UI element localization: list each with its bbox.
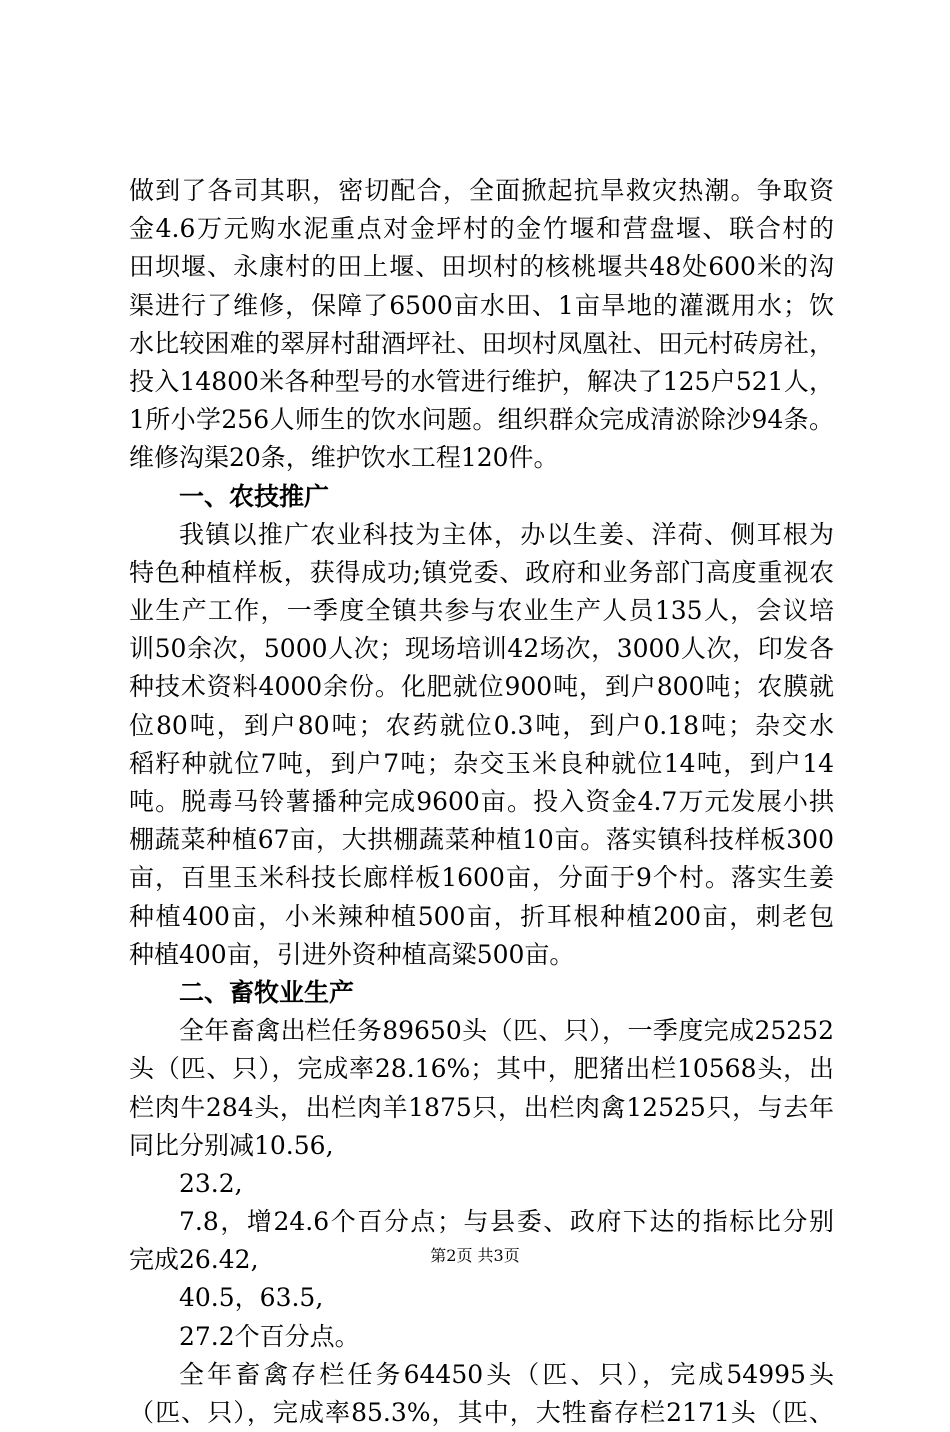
paragraph-line: 我镇以推广农业科技为主体，办以生姜、洋荷、侧耳根为 — [179, 519, 834, 549]
paragraph-line: 27.2个百分点。 — [179, 1321, 360, 1351]
page-footer: 第2页 共3页 — [430, 1246, 520, 1265]
paragraph-line: 种技术资料4000余份。化肥就位900吨，到户800吨；农膜就 — [129, 672, 834, 702]
paragraph-line: 训50余次，5000人次；现场培训42场次，3000人次，印发各 — [129, 634, 834, 664]
paragraph-line: 亩，百里玉米科技长廊样板1600亩，分面于9个村。落实生姜 — [129, 863, 834, 893]
paragraph-line: 金4.6万元购水泥重点对金坪村的金竹堰和营盘堰、联合村的 — [129, 214, 834, 244]
paragraph-line: 业生产工作，一季度全镇共参与农业生产人员135人，会议培 — [129, 596, 834, 626]
paragraph-line: 1所小学256人师生的饮水问题。组织群众完成清淤除沙94条。 — [129, 405, 834, 435]
paragraph-line: 稻籽种就位7吨，到户7吨；杂交玉米良种就位14吨，到户14 — [129, 748, 834, 778]
paragraph-line: 7.8，增24.6个百分点；与县委、政府下达的指标比分别 — [179, 1207, 834, 1237]
paragraph-line: 全年畜禽存栏任务64450头（匹、只），完成54995头 — [179, 1359, 834, 1389]
paragraph-line: （匹、只），完成率85.3%，其中，大牲畜存栏2171头（匹、 — [129, 1398, 834, 1427]
paragraph-line: 40.5，63.5, — [179, 1283, 324, 1313]
paragraph-line: 种植400亩，小米辣种植500亩，折耳根种植200亩，刺老包 — [129, 901, 834, 931]
paragraph-line: 投入14800米各种型号的水管进行维护，解决了125户521人， — [129, 366, 834, 396]
paragraph-line: 完成26.42, — [129, 1245, 259, 1275]
paragraph-line: 水比较困难的翠屏村甜酒坪社、田坝村凤凰社、田元村砖房社， — [129, 328, 834, 358]
paragraph-line: 头（匹、只），完成率28.16%；其中，肥猪出栏10568头，出 — [129, 1054, 834, 1084]
paragraph-line: 同比分别减10.56, — [129, 1130, 334, 1160]
paragraph-line: 做到了各司其职，密切配合，全面掀起抗旱救灾热潮。争取资 — [129, 176, 834, 205]
paragraph-line: 渠进行了维修，保障了6500亩水田、1亩旱地的灌溉用水；饮 — [129, 290, 834, 320]
section-heading: 二、畜牧业生产 — [179, 977, 355, 1007]
paragraph-line: 棚蔬菜种植67亩，大拱棚蔬菜种植10亩。落实镇科技样板300 — [129, 825, 834, 855]
section-heading: 一、农技推广 — [179, 481, 330, 511]
paragraph-line: 维修沟渠20条，维护饮水工程120件。 — [129, 443, 559, 473]
paragraph-line: 田坝堰、永康村的田上堰、田坝村的核桃堰共48处600米的沟 — [129, 252, 834, 282]
paragraph-line: 特色种植样板，获得成功;镇党委、政府和业务部门高度重视农 — [129, 557, 834, 587]
paragraph-line: 吨。脱毒马铃薯播种完成9600亩。投入资金4.7万元发展小拱 — [129, 787, 834, 816]
paragraph-line: 位80吨，到户80吨；农药就位0.3吨，到户0.18吨；杂交水 — [129, 710, 834, 740]
paragraph-line: 栏肉牛284头，出栏肉羊1875只，出栏肉禽12525只，与去年 — [129, 1092, 834, 1122]
paragraph-line: 23.2, — [179, 1168, 243, 1198]
paragraph-line: 种植400亩，引进外资种植高粱500亩。 — [129, 939, 575, 969]
paragraph-line: 全年畜禽出栏任务89650头（匹、只），一季度完成25252 — [179, 1016, 834, 1046]
